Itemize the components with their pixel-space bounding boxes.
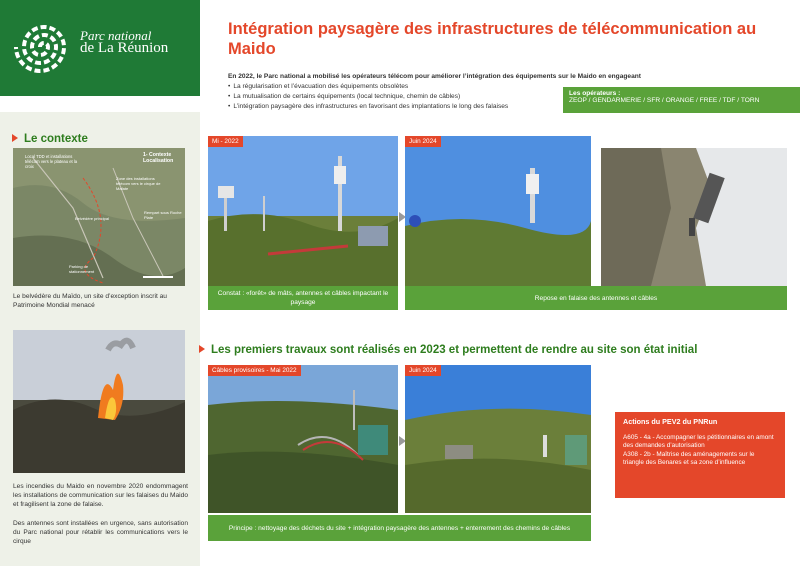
intro-item: • L’intégration paysagère des infrastructures en favorisant des implantations le long des falaises [228, 102, 698, 112]
restored-site-image [405, 365, 591, 513]
tag-cables: Câbles provisoires - Mai 2022 [208, 365, 301, 376]
map-label-rempart: Rempart sous Roche Plate [144, 210, 182, 220]
photo-cables [208, 365, 398, 513]
map-label-zone: Zone des installations télécom vers le cirque de Mafate [116, 176, 161, 191]
map-label-local: Local TDD et installations télécom vers le plateau et la croix [25, 154, 78, 169]
context-heading-text: Le contexte [24, 133, 88, 145]
photo-2024-a [405, 136, 591, 286]
caption-constat: Constat : «forêt» de mâts, antennes et câbles impactant le paysage [208, 286, 398, 310]
operators-list: ZEOP / GENDARMERIE / SFR / ORANGE / FREE / TDF / TORN [569, 97, 760, 104]
map-label-belvedere: Belvédère principal [75, 216, 110, 221]
travaux-heading [199, 340, 697, 358]
spiral-logo-icon [14, 14, 74, 80]
action-a605: A605 - 4a - Accompagner les pétitionnaires en amont des demandes d’autorisation [623, 433, 774, 449]
caption-repose: Repose en falaise des antennes et câbles [405, 286, 787, 310]
logo-line-1: Parc national [80, 28, 152, 43]
fire-image [13, 330, 185, 473]
fire-photo [13, 330, 185, 473]
heading-arrow-icon [12, 134, 18, 142]
map-label-parking: Parking de stationnement [69, 264, 95, 274]
park-logo [0, 0, 200, 96]
map-caption: Le belvédère du Maïdo, un site d’exception inscrit au Patrimoine Mondial menacé [13, 293, 167, 309]
heading-arrow-icon [199, 345, 205, 353]
logo-line-2: de La Réunion [80, 40, 169, 56]
intro-item: • La régularisation et l’évacuation des équipements obsolètes [228, 82, 698, 92]
operators-label: Les opérateurs : [569, 90, 621, 97]
map-label-title: 1- Contexte Localisation [143, 152, 174, 164]
temporary-cables-image [208, 365, 398, 513]
caption-principe: Principe : nettoyage des déchets du site + intégration paysagère des antennes + enterrement des chemins de câbles [208, 515, 591, 541]
intro-item: • La mutualisation de certains équipements (local technique, chemin de câbles) [228, 92, 698, 102]
photo-2024-b [405, 365, 591, 513]
tag-2022: Mi - 2022 [208, 136, 243, 147]
page-title: Intégration paysagère des infrastructures de télécommunication au Maido [228, 20, 757, 58]
travaux-heading-text: Les premiers travaux sont réalisés en 2023 et permettent de rendre au site son état initial [211, 344, 698, 356]
antenna-forest-image [208, 136, 398, 286]
tag-2024-a: Juin 2024 [405, 136, 441, 147]
context-map [13, 148, 185, 286]
action-a308: A308 - 2b - Maîtrise des aménagements sur le triangle des Benares et sa zone d’influence [623, 450, 755, 466]
photo-cliff [601, 148, 787, 286]
actions-title: Actions du PEV2 du PNRun [623, 417, 718, 426]
cliff-antenna-image [601, 148, 787, 286]
operators-box [563, 87, 800, 113]
tag-2024-b: Juin 2024 [405, 365, 441, 376]
fire-text-2: Des antennes sont installées en urgence, sans autorisation du Parc national pour rétablir les communications vers le cirque [13, 520, 188, 545]
fire-text-1: Les incendies du Maido en novembre 2020 endommagent les installations de communication sur les falaises du Maido et fragilisent la zone de falaise. [13, 483, 188, 508]
actions-box [615, 412, 785, 498]
context-heading [12, 129, 88, 147]
photo-2022 [208, 136, 398, 286]
cleaned-site-image [405, 136, 591, 286]
intro-lead: En 2022, le Parc national a mobilisé les opérateurs télécom pour améliorer l’intégration des équipements sur le Maido en engageant [228, 73, 641, 80]
